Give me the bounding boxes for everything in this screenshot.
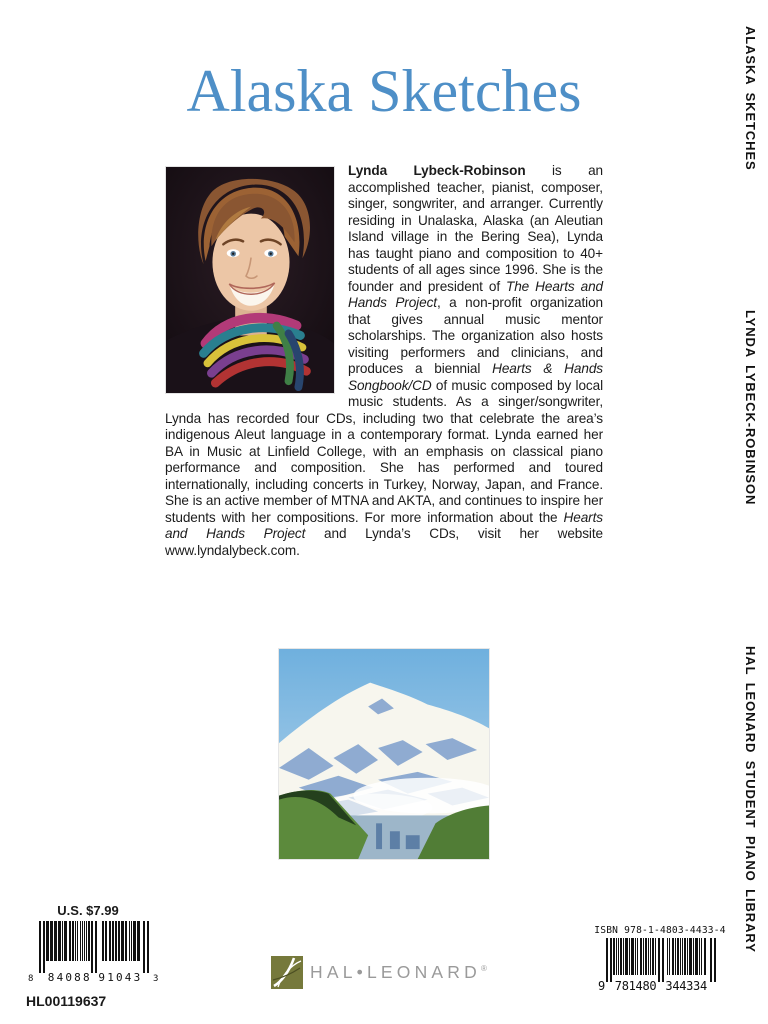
author-bio bbox=[165, 163, 603, 559]
author-bio-text: Lynda Lybeck-Robinson is an accomplished teacher, pianist, composer, singer, songwriter, and arranger. Currently residing in Unalaska, Alaska (an Aleutian Island village in the Bering Sea), Lynda has taught piano and composition to 40+ students of all ages since 1996. She is the founder and president of The Hearts and Hands Project, a non-profit organization that gives annual music mentor scholarships. The organization also hosts visiting performers and clinicians, and produces a biennial Hearts & Hands Songbook/CD of music composed by local music students. As a singer/songwriter, Lynda has recorded four CDs, including two that celebrate the area’s indigenous Aleut language in a contemporary format. Lynda earned her BA in Music at Linfield College, with an emphasis on classical piano performance and composition. She has performed and toured internationally, including concerts in Turkey, Norway, Japan, and France. She is an active member of MTNA and AKTA, and continues to inspire her students with her compositions. For more information about the Hearts and Hands Project and Lynda’s CDs, visit her website www.lyndalybeck.com. bbox=[165, 163, 603, 558]
spine-title: ALASKA SKETCHES bbox=[743, 26, 758, 171]
svg-text:344334: 344334 bbox=[665, 979, 708, 993]
publisher-logo bbox=[271, 956, 487, 989]
isbn-barcode bbox=[594, 938, 726, 999]
isbn-label: ISBN 978-1-4803-4433-4 bbox=[594, 925, 726, 936]
author-portrait-photo bbox=[165, 166, 335, 394]
catalog-number: HL00119637 bbox=[26, 993, 107, 1009]
page-title: Alaska Sketches bbox=[186, 58, 582, 124]
svg-text:84088: 84088 bbox=[47, 971, 90, 984]
price-label: U.S. $7.99 bbox=[57, 903, 119, 918]
isbn-block bbox=[594, 925, 726, 999]
upc-barcode bbox=[26, 921, 166, 990]
svg-text:781480: 781480 bbox=[614, 979, 657, 993]
hal-leonard-mark-icon bbox=[271, 956, 303, 989]
publisher-wordmark: HAL•LEONARD® bbox=[310, 962, 487, 982]
mountain-photo bbox=[278, 648, 490, 860]
svg-text:8: 8 bbox=[28, 974, 34, 984]
price-upc-block bbox=[26, 903, 166, 1009]
spine-author: LYNDA LYBECK-ROBINSON bbox=[743, 310, 758, 506]
svg-text:9: 9 bbox=[598, 979, 606, 993]
registered-mark: ® bbox=[480, 964, 487, 974]
spine-series: HAL LEONARD STUDENT PIANO LIBRARY bbox=[743, 646, 758, 953]
svg-text:3: 3 bbox=[153, 974, 159, 984]
svg-text:91043: 91043 bbox=[98, 971, 141, 984]
